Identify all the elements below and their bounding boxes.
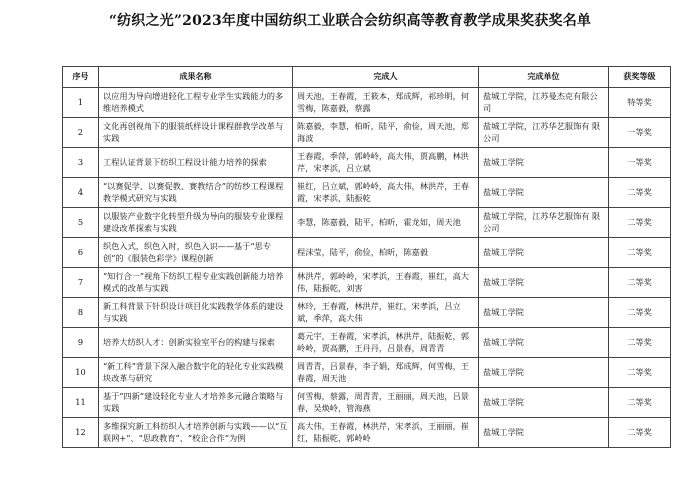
institution: 盐城工学院 [479,418,609,448]
contributors: 李慧，陈嘉毅，陆平，柏昕，霍龙如，周天池 [293,208,479,238]
achievement-name: “新工科”背景下深入融合数字化的轻化专业实践模块改革与研究 [99,358,293,388]
award-level: 二等奖 [609,358,671,388]
table-row [63,178,671,208]
row-index: 1 [63,88,99,118]
achievement-name: 以应用为导向增进轻化工程专业学生实践能力的多维培养模式 [99,88,293,118]
achievement-name: 织色入式，织色入时，织色入识——基于“思专创”的《服装色彩学》课程创新 [99,238,293,268]
institution: 盐城工学院 [479,238,609,268]
achievement-name: 多维探究新工科纺织人才培养创新与实践——以“互联网+”、“思政教育”、“校企合作”为例 [99,418,293,448]
institution: 盐城工学院 [479,268,609,298]
award-level: 一等奖 [609,118,671,148]
contributors: 崔红，吕立斌，郭岭岭，高大伟，林洪芹，王春霞，宋孝浜，陆振乾 [293,178,479,208]
header-people: 完成人 [293,67,479,88]
institution: 盐城工学院，江苏曼杰克有限公司 [479,88,609,118]
contributors: 林玲，王春霞，林洪芹，崔红，宋孝浜，吕立斌，季萍，高大伟 [293,298,479,328]
award-level: 二等奖 [609,178,671,208]
table-row [63,88,671,118]
row-index: 12 [63,418,99,448]
award-level: 特等奖 [609,88,671,118]
table-row [63,328,671,358]
achievement-name: 培养大纺织人才：创新实验室平台的构建与探索 [99,328,293,358]
award-level: 二等奖 [609,238,671,268]
institution: 盐城工学院 [479,358,609,388]
institution: 盐城工学院，江苏华艺服饰有 限公司 [479,208,609,238]
institution: 盐城工学院 [479,388,609,418]
row-index: 11 [63,388,99,418]
row-index: 7 [63,268,99,298]
award-level: 二等奖 [609,268,671,298]
achievement-name: 以服装产业数字化转型升级为导向的服装专业课程建设改革探索与实践 [99,208,293,238]
contributors: 高大伟，王春霞，林洪芹，宋孝浜，王丽丽，崔红，陆振乾，郭岭岭 [293,418,479,448]
row-index: 2 [63,118,99,148]
contributors: 葛元宇，王春霞，宋孝浜，林洪芹，陆振乾，郭岭岭，贾高鹏，王丹丹，吕景春，周青青 [293,328,479,358]
table-row [63,238,671,268]
award-level: 一等奖 [609,148,671,178]
award-level: 二等奖 [609,298,671,328]
table-row [63,358,671,388]
header-index: 序号 [63,67,99,88]
award-level: 二等奖 [609,418,671,448]
table-row [63,418,671,448]
contributors: 王春霞，季萍，郭岭岭，高大伟，贾高鹏，林洪芹，宋孝浜，吕立斌 [293,148,479,178]
award-table [62,66,671,448]
row-index: 4 [63,178,99,208]
row-index: 9 [63,328,99,358]
institution: 盐城工学院 [479,328,609,358]
row-index: 5 [63,208,99,238]
award-level: 二等奖 [609,208,671,238]
contributors: 陈嘉毅，李慧，柏昕，陆平，俞俭，周天池，郑海波 [293,118,479,148]
row-index: 8 [63,298,99,328]
contributors: 林洪芹，郭岭岭，宋孝浜，王春霞，崔红，高大伟，陆振乾，刘害 [293,268,479,298]
institution: 盐城工学院 [479,298,609,328]
header-name: 成果名称 [99,67,293,88]
table-row [63,388,671,418]
table-row [63,298,671,328]
achievement-name: 工程认证背景下纺织工程设计能力培养的探索 [99,148,293,178]
page-title: “纺织之光”2023年度中国纺织工业联合会纺织高等教育教学成果奖获奖名单 [108,13,592,29]
contributors: 何雪梅，蔡露，周青青，王丽丽，周天池，吕景春，吴焕岭，管海燕 [293,388,479,418]
header-level: 获奖等级 [609,67,671,88]
contributors: 周青青，吕景春，李子娟，郑成辉，何雪梅，王春霞，周天池 [293,358,479,388]
table-row [63,268,671,298]
award-level: 二等奖 [609,388,671,418]
table-row [63,118,671,148]
row-index: 10 [63,358,99,388]
table-header-row [63,67,671,88]
institution: 盐城工学院 [479,178,609,208]
achievement-name: “以赛促学、以赛促教、赛教结合”的纺纱工程课程教学模式研究与实践 [99,178,293,208]
award-level: 二等奖 [609,328,671,358]
table-row [63,148,671,178]
achievement-name: 文化再创视角下的服装纸样设计课程群教学改革与实践 [99,118,293,148]
row-index: 3 [63,148,99,178]
institution: 盐城工学院，江苏华艺服饰有 限公司 [479,118,609,148]
achievement-name: 新工科背景下针织设计项目化实践教学体系的建设与实践 [99,298,293,328]
contributors: 程沫莹，陆平，俞俭，柏昕，陈嘉毅 [293,238,479,268]
achievement-name: 基于“四新”建设轻化专业人才培养多元融合策略与实践 [99,388,293,418]
row-index: 6 [63,238,99,268]
header-unit: 完成单位 [479,67,609,88]
achievement-name: “知行合一”视角下纺织工程专业实践创新能力培养模式的改革与实践 [99,268,293,298]
table-row [63,208,671,238]
institution: 盐城工学院 [479,148,609,178]
contributors: 周天池，王春霞，王筱本，郑成辉，祁珍明，何雪梅，陈嘉毅，蔡露 [293,88,479,118]
